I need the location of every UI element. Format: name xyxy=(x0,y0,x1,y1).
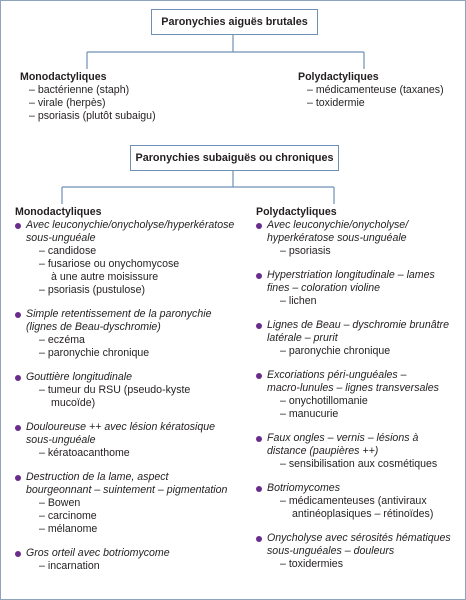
list-item: – toxidermies xyxy=(280,558,343,570)
chronic-paronychia-box: Paronychies subaiguës ou chroniques xyxy=(130,145,339,171)
list-item: – candidose xyxy=(39,245,97,257)
list-item: – médicamenteuse (taxanes) xyxy=(307,84,444,96)
criteria-line: Avec leuconychie/onycholyse/hyperkératose xyxy=(15,219,265,232)
list-item: – carcinome xyxy=(39,510,97,522)
list-item: – sensibilisation aux cosmétiques xyxy=(280,458,438,470)
list-item: – tumeur du RSU (pseudo-kyste xyxy=(39,384,191,396)
acute-mono-heading: Monodactyliques xyxy=(20,71,107,83)
criteria-line: sous-unguéale xyxy=(26,232,96,244)
criteria-line: Lignes de Beau – dyschromie brunâtre xyxy=(256,319,464,332)
criteria-line: Hyperstriation longitudinale – lames xyxy=(256,269,464,282)
list-item: – psoriasis (pustulose) xyxy=(39,284,145,296)
list-item: – Bowen xyxy=(39,497,81,509)
criteria-line: Douloureuse ++ avec lésion kératosique xyxy=(15,421,265,434)
criteria-line: Gouttière longitudinale xyxy=(15,371,265,384)
list-item: – psoriasis xyxy=(280,245,331,257)
list-item: – paronychie chronique xyxy=(39,347,150,359)
chronic-mono-column xyxy=(15,206,265,573)
criteria-line: Onycholyse avec sérosités hématiques xyxy=(256,532,464,545)
criteria-line: bourgeonnant – suintement – pigmentation xyxy=(26,484,228,496)
list-item: – mélanome xyxy=(39,523,98,535)
list-item: – toxidermie xyxy=(307,97,365,109)
criteria-line: Excoriations péri-unguéales – xyxy=(256,369,464,382)
list-item: – virale (herpès) xyxy=(29,97,106,109)
list-item: antinéoplasiques – rétinoïdes) xyxy=(292,508,434,520)
list-item: – manucurie xyxy=(280,408,339,420)
chronic-poly-heading: Polydactyliques xyxy=(256,206,337,218)
chronic-mono-heading: Monodactyliques xyxy=(15,206,102,218)
criteria-line: Faux ongles – vernis – lésions à xyxy=(256,432,464,445)
acute-poly-heading: Polydactyliques xyxy=(298,71,379,83)
criteria-line: sous-unguéales – douleurs xyxy=(267,545,395,557)
list-item: – onychotillomanie xyxy=(280,395,368,407)
list-item: – eczéma xyxy=(39,334,85,346)
criteria-line: Botriomycomes xyxy=(256,482,464,495)
criteria-line: fines – coloration violine xyxy=(267,282,381,294)
criteria-line: (lignes de Beau-dyschromie) xyxy=(26,321,161,333)
criteria-line: distance (paupières ++) xyxy=(267,445,379,457)
list-item: – bactérienne (staph) xyxy=(29,84,130,96)
list-item: – médicamenteuses (antiviraux xyxy=(280,495,427,507)
list-item: – kératoacanthome xyxy=(39,447,130,459)
chronic-poly-column xyxy=(256,206,464,571)
acute-paronychia-box: Paronychies aiguës brutales xyxy=(151,9,318,35)
list-item: mucoïde) xyxy=(51,397,96,409)
criteria-line: hyperkératose sous-unguéale xyxy=(267,232,407,244)
list-item: – incarnation xyxy=(39,560,100,572)
criteria-line: macro-lunules – lignes transversales xyxy=(267,382,439,394)
list-item: – lichen xyxy=(280,295,317,307)
acute-poly-column xyxy=(298,71,444,110)
acute-mono-column xyxy=(20,71,156,123)
criteria-line: Simple retentissement de la paronychie xyxy=(15,308,265,321)
criteria-line: Gros orteil avec botriomycome xyxy=(15,547,265,560)
list-item: à une autre moisissure xyxy=(51,271,159,283)
criteria-line: sous-unguéale xyxy=(26,434,96,446)
criteria-line: Destruction de la lame, aspect xyxy=(15,471,265,484)
list-item: – fusariose ou onychomycose xyxy=(39,258,180,270)
list-item: – paronychie chronique xyxy=(280,345,391,357)
criteria-line: Avec leuconychie/onycholyse/ xyxy=(256,219,464,232)
list-item: – psoriasis (plutôt subaigu) xyxy=(29,110,156,122)
criteria-line: latérale – prurit xyxy=(267,332,338,344)
